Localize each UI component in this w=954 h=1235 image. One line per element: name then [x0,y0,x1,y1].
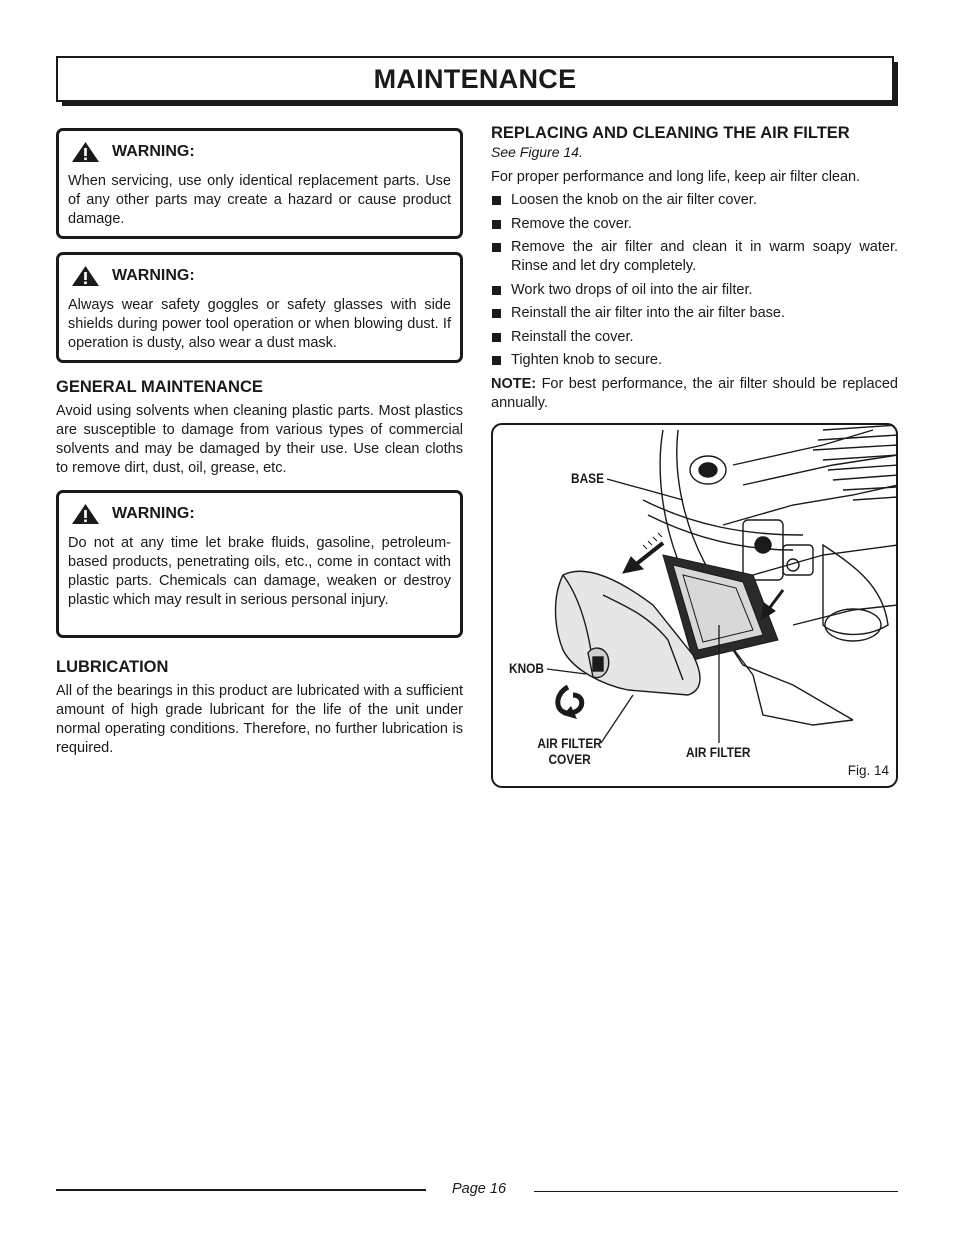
list-item: Reinstall the air filter into the air filter base. [491,304,898,323]
label-air-filter: AIR FILTER [686,745,751,760]
label-air-filter-cover: AIR FILTER COVER [537,736,602,767]
see-figure-reference: See Figure 14. [491,144,583,160]
warning-title: WARNING: [112,505,195,522]
list-item: Loosen the knob on the air filter cover. [491,191,898,210]
label-knob: KNOB [509,661,544,676]
warning-icon [71,503,100,525]
bullet-square-icon [492,196,501,205]
right-column [491,124,898,413]
air-filter-heading: REPLACING AND CLEANING THE AIR FILTER [491,124,850,142]
figure-caption: Fig. 14 [847,763,889,778]
page-title: MAINTENANCE [373,63,577,94]
warning-text: Do not at any time let brake fluids, gasoline, petroleum-based products, penetrating oils, etc., come in contact with plastic parts. Chemicals can damage, weaken or destroy plastic which may result in serious personal injury. [68,535,451,608]
note-label: NOTE: [491,375,537,392]
footer-rule-left [56,1189,426,1191]
bullet-square-icon [492,220,501,229]
lubrication-text: All of the bearings in this product are lubricated with a sufficient amount of high grade lubricant for the life of the unit under normal operating conditions. Therefore, no further lubrication is required. [56,683,463,756]
list-item: Remove the air filter and clean it in warm soapy water. Rinse and let dry completely. [491,238,898,276]
title-banner [56,56,894,102]
bullet-square-icon [492,356,501,365]
warning-icon [71,141,100,163]
warning-icon [71,265,100,287]
bullet-square-icon [492,243,501,252]
note-text: NOTE: For best performance, the air filter should be replaced annually. [491,375,898,411]
list-item: Work two drops of oil into the air filter. [491,281,898,300]
air-filter-illustration [493,425,898,788]
lubrication-heading: LUBRICATION [56,658,169,676]
bullet-square-icon [492,309,501,318]
list-item: Reinstall the cover. [491,328,898,347]
warning-box [56,252,463,363]
warning-title: WARNING: [112,143,195,160]
general-maintenance-text: Avoid using solvents when cleaning plastic parts. Most plastics are susceptible to damage from various types of commercial solvents and may be damaged by their use. Use clean cloths to remove dirt, dust, oil, grease, etc. [56,403,463,476]
left-column [56,128,463,758]
warning-title: WARNING: [112,267,195,284]
footer-rule-right [534,1191,898,1192]
warning-text: When servicing, use only identical replacement parts. Use of any other parts may create a hazard or cause product damage. [68,173,451,227]
list-item: Remove the cover. [491,215,898,234]
bullet-square-icon [492,333,501,342]
warning-box [56,490,463,638]
air-filter-steps [491,191,898,370]
label-base: BASE [571,471,605,486]
warning-text: Always wear safety goggles or safety glasses with side shields during power tool operation or when blowing dust. If operation is dusty, also wear a dust mask. [68,297,451,351]
air-filter-intro: For proper performance and long life, keep air filter clean. [491,169,861,185]
page-number: Page 16 [451,1181,507,1197]
figure-14 [491,423,898,788]
warning-box [56,128,463,239]
bullet-square-icon [492,286,501,295]
general-maintenance-heading: GENERAL MAINTENANCE [56,378,263,396]
list-item: Tighten knob to secure. [491,351,898,370]
